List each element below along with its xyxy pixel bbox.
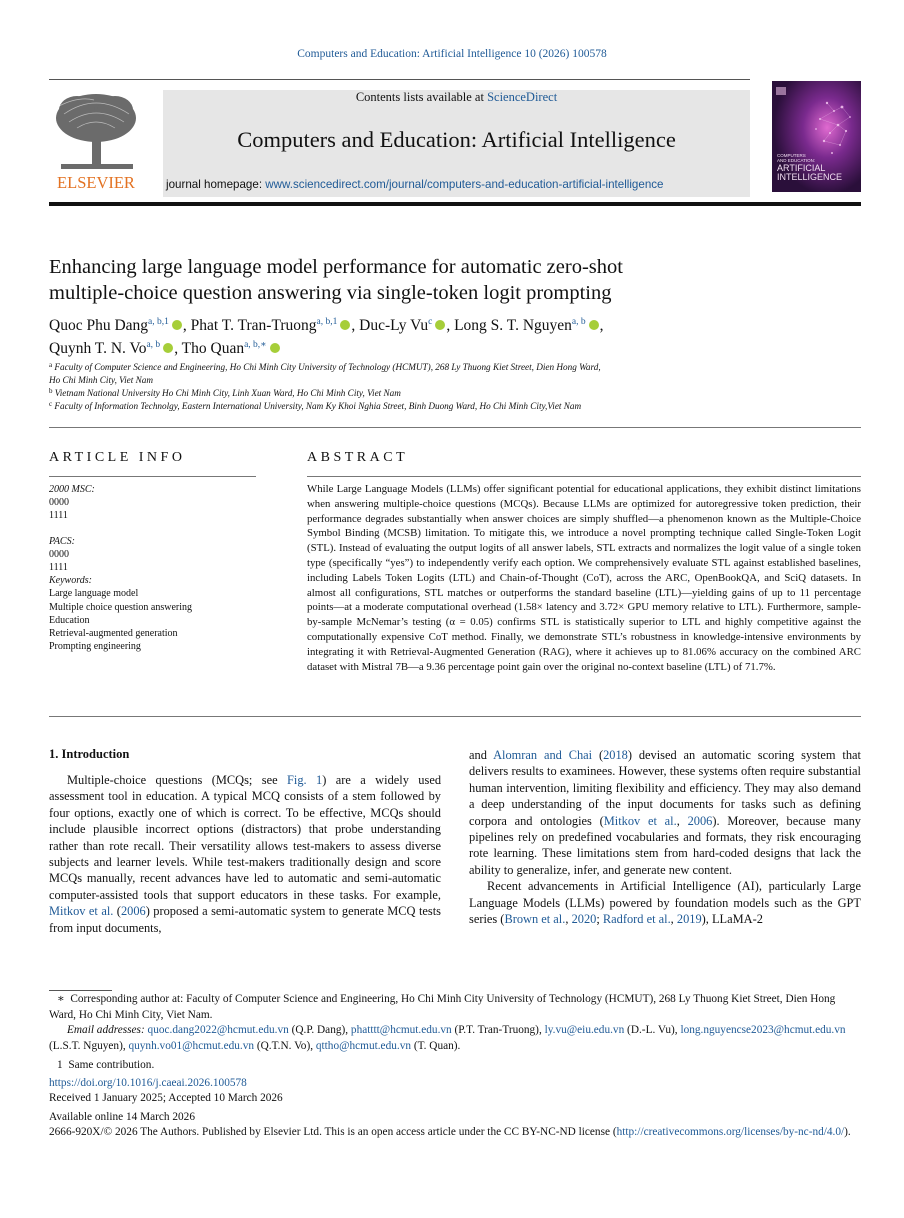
- footnote-rule: [49, 990, 112, 991]
- author-affiliation-marks[interactable]: c: [428, 317, 433, 327]
- author-list: Quoc Phu Dang$^{a, b,1}$ , Phat T. Tran-Truong$^{a, b,1}$ , Duc-Ly Vu$^c$ , Long S. T. Nguyen$^{a, b}$ , Quynh T. N. Vo$^{a, b}$ , Tho Quan$^{a, b,∗}$: [49, 317, 604, 357]
- citation-year-link[interactable]: 2019: [676, 912, 702, 927]
- author-name: Tho Quan: [181, 340, 245, 357]
- orcid-icon[interactable]: [589, 320, 599, 330]
- keywords-label: Keywords:: [49, 575, 92, 587]
- citation-year-link[interactable]: 2006: [687, 813, 713, 828]
- citation-year-link[interactable]: 2020: [571, 912, 597, 927]
- doi-link[interactable]: https://doi.org/10.1016/j.caeai.2026.100578: [49, 1077, 247, 1089]
- journal-name: Computers and Education: Artificial Intelligence: [237, 127, 676, 152]
- corresponding-author-note: ∗ Corresponding author at: Faculty of Computer Science and Engineering, Ho Chi Minh City University of Technology (HCMUT), 268 Ly Thuong Kiet Street, Dien Hong Ward, Ho Chi Minh City, Viet Nam.: [49, 993, 836, 1021]
- footnotes: [49, 992, 861, 1074]
- msc-code: 0000: [49, 497, 69, 509]
- received-date: Received 1 January 2025; Accepted 10 March 2026: [49, 1092, 283, 1104]
- top-rule: [49, 79, 750, 80]
- email-link[interactable]: long.nguyencse2023@hcmut.edu.vn: [680, 1024, 846, 1036]
- keyword: Retrieval-augmented generation: [49, 628, 178, 640]
- citation-link[interactable]: Alomran and Chai: [493, 748, 593, 762]
- citation-link[interactable]: Radford et al.: [602, 912, 671, 927]
- body-column-right: [469, 747, 861, 927]
- license-statement: 2666-920X/© 2026 The Authors. Published by Elsevier Ltd. This is an open access article under the CC BY-NC-ND license (http://creativecommons.org/licenses/by-nc-nd/4.0/).: [49, 1126, 851, 1138]
- orcid-icon[interactable]: [340, 320, 350, 330]
- email-addresses: Email addresses: quoc.dang2022@hcmut.edu.vn (Q.P. Dang), phatttt@hcmut.edu.vn (P.T. Tran-Truong), ly.vu@eiu.edu.vn (D.-L. Vu), long.nguyencse2023@hcmut.edu.vn (L.S.T. Nguyen), quynh.vo01@hcmut.edu.vn (Q.T.N. Vo), qttho@hcmut.edu.vn (T. Quan).: [49, 1024, 846, 1052]
- email-link[interactable]: phatttt@hcmut.edu.vn: [350, 1024, 452, 1036]
- orcid-icon[interactable]: [270, 343, 280, 353]
- article-title-line: multiple-choice question answering via single-token logit prompting: [49, 282, 612, 304]
- header-thick-rule: [49, 202, 861, 206]
- author-affiliation-marks[interactable]: a, b: [146, 340, 161, 350]
- svg-text:INTELLIGENCE: INTELLIGENCE: [777, 172, 843, 182]
- pacs-code: 1111: [49, 562, 68, 574]
- homepage-label: journal homepage:: [166, 178, 263, 191]
- author-name: Phat T. Tran-Truong: [190, 317, 317, 334]
- paragraph: Multiple-choice questions (MCQs; see Fig. 1) are a widely used assessment tool in education. A typical MCQ consists of a stem followed by four options, exactly one of which is correct. To be effective, MCQs should include plausible incorrect options (distractors) that probe understanding rather than rote recall. Their versatility allows test-makers to assess diverse subjects and learner levels. While test-makers traditionally design and score MCQs manually, recent advances have led to automatic and semi-automatic computer-assisted tools that support educators in these tasks. For example, Mitkov et al. (2006) proposed a semi-automatic system to generate MCQ tests from input documents,: [49, 773, 442, 935]
- body-column-left: [49, 772, 441, 936]
- svg-text:ARTIFICIAL: ARTIFICIAL: [777, 163, 826, 173]
- journal-citation[interactable]: Computers and Education: Artificial Intelligence 10 (2026) 100578: [297, 48, 607, 60]
- email-link[interactable]: qttho@hcmut.edu.vn: [315, 1039, 411, 1052]
- paragraph: Recent advancements in Artificial Intelligence (AI), particularly Large Language Models (LLMs) powered by foundation models such as the GPT series (Brown et al., 2020; Radford et al., 2019), LLaMA-2: [469, 879, 861, 927]
- author-name: Quoc Phu Dang: [49, 317, 149, 334]
- contents-prefix: Contents lists available at: [355, 90, 484, 104]
- abstract-rule: [307, 476, 861, 477]
- author-affiliation-marks[interactable]: a, b,1: [316, 317, 338, 327]
- publication-info: [49, 1076, 861, 1140]
- author-name: Long S. T. Nguyen: [454, 317, 572, 334]
- article-title: [49, 254, 769, 306]
- article-info-body: [49, 483, 259, 653]
- abstract-heading: ABSTRACT: [307, 450, 409, 465]
- keyword: Multiple choice question answering: [49, 601, 193, 613]
- affiliation-item: $^c$ Faculty of Information Technolgy, Eastern International University, Nam Ky Khoi Nghia Street, Binh Duong Ward, Ho Chi Minh City,Viet Nam: [49, 400, 582, 411]
- citation-year-link[interactable]: 2018: [603, 748, 628, 762]
- keyword: Prompting engineering: [49, 641, 141, 653]
- pacs-code: 0000: [49, 548, 69, 560]
- footnote-mark: 1: [57, 1059, 63, 1071]
- citation-link[interactable]: Mitkov et al.: [49, 904, 114, 919]
- author-affiliation-marks[interactable]: a, b,∗: [244, 340, 267, 350]
- footnote-mark: ∗: [57, 993, 65, 1005]
- available-date: Available online 14 March 2026: [49, 1111, 195, 1123]
- journal-homepage: [166, 178, 664, 191]
- author-name: Quynh T. N. Vo: [49, 340, 147, 357]
- abstract-text: While Large Language Models (LLMs) offer significant potential for educational applications, they exhibit distinct limitations when answering multiple-choice questions (MCQs). Because LLMs are optimized for autoregressive token prediction, their performance degrades substantially when answer choices are simply shuffled—a phenomenon known as the Multiple-Choice Symbol Binding (MCSB) limitation. To mitigate this, we introduce a novel prompting technique called Single-Token Logit (STL). Instead of evaluating the output logits of all answer labels, STL extracts and normalizes the logit value of a single token type (specifically “yes”) to independently verify each option. We comprehensively evaluate STL against established baselines, including Labels Token Logits (LTL) and Chain-of-Thought (CoT), across the ARC, OpenBookQA, and SciQ datasets. In almost all configurations, STL matches or outperforms the standard baseline (LTL)—yielding gains of up to 11 percentage points—at a moderate computational overhead (1.58× latency and 3.72× GPU memory relative to LTL). Furthermore, sample-by-sample McNemar’s testing (α = 0.05) confirms STL is statistically superior to LTL and highly competitive against the computationally expensive CoT method. Finally, we demonstrate STL’s robustness in knowledge-intensive environments by integrating it with Retrieval-Augmented Generation (RAG), where it achieves up to 81.06% accuracy on the combined ARC dataset with Mistral 7B—a 9.36 percentage point gain over the original no-context baseline (LTL) of 71.7%.: [307, 483, 861, 673]
- sciencedirect-link[interactable]: ScienceDirect: [487, 90, 558, 104]
- keyword: Large language model: [49, 588, 139, 600]
- svg-text:AND EDUCATION:: AND EDUCATION:: [777, 158, 816, 163]
- article-title-line: Enhancing large language model performance for automatic zero-shot: [49, 256, 623, 278]
- citation-year-link[interactable]: 2006: [120, 904, 146, 919]
- svg-text:ELSEVIER: ELSEVIER: [57, 173, 135, 192]
- introduction-heading: 1. Introduction: [49, 747, 130, 761]
- email-link[interactable]: ly.vu@eiu.edu.vn: [544, 1024, 625, 1036]
- orcid-icon[interactable]: [172, 320, 182, 330]
- email-link[interactable]: quynh.vo01@hcmut.edu.vn: [128, 1039, 255, 1052]
- msc-code: 1111: [49, 510, 68, 522]
- author-affiliation-marks[interactable]: a, b,1: [148, 317, 169, 327]
- citation-link[interactable]: Brown et al.: [504, 912, 566, 927]
- license-link[interactable]: http://creativecommons.org/licenses/by-nc-nd/4.0/: [616, 1126, 845, 1138]
- contents-line: [163, 90, 750, 105]
- article-info-heading: ARTICLE INFO: [49, 450, 186, 465]
- author-affiliation-marks[interactable]: a, b: [571, 317, 586, 327]
- homepage-link[interactable]: www.sciencedirect.com/journal/computers-and-education-artificial-intelligence: [265, 178, 664, 191]
- email-link[interactable]: quoc.dang2022@hcmut.edu.vn: [147, 1024, 289, 1036]
- pacs-label: PACS:: [49, 535, 75, 547]
- figure-link[interactable]: Fig. 1: [287, 773, 323, 787]
- affiliation-item-continued: Ho Chi Minh City, Viet Nam: [49, 375, 153, 385]
- author-name: Duc-Ly Vu: [359, 317, 429, 334]
- article-info-rule: [49, 476, 256, 477]
- affiliations: [49, 361, 849, 413]
- svg-text:COMPUTERS: COMPUTERS: [777, 153, 806, 158]
- keyword: Education: [49, 614, 90, 626]
- affiliation-item: $^a$ Faculty of Computer Science and Engineering, Ho Chi Minh City University of Technology (HCMUT), 268 Ly Thuong Kiet Street, Dien Hong Ward,: [49, 361, 601, 372]
- same-contribution-note: 1 Same contribution.: [57, 1059, 155, 1071]
- orcid-icon[interactable]: [163, 343, 173, 353]
- affiliation-item: $^b$ Vietnam National University Ho Chi Minh City, Linh Xuan Ward, Ho Chi Minh City, Viet Nam: [49, 387, 401, 398]
- abstract-bottom-rule: [49, 716, 861, 717]
- msc-label: 2000 MSC:: [49, 484, 95, 495]
- section-rule: [49, 427, 861, 428]
- email-label: Email addresses:: [67, 1024, 145, 1036]
- journal-cover-image[interactable]: [772, 81, 861, 192]
- orcid-icon[interactable]: [435, 320, 445, 330]
- citation-link[interactable]: Mitkov et al.: [603, 813, 677, 828]
- paragraph: and Alomran and Chai (2018) devised an automatic scoring system that delivers results to examinees. However, these systems often require substantial human intervention, limiting flexibility and efficiency. They may also demand a deep understanding of the input documents for tasks such as defining corpora and ontologies (Mitkov et al., 2006). Moreover, because many pipelines rely on predefined vocabularies and formats, they risk encouraging rote learning. These limitations stem from hard-coded designs that lack the ability to generalize, infer, and generate new content.: [469, 748, 862, 877]
- elsevier-logo: [49, 88, 144, 193]
